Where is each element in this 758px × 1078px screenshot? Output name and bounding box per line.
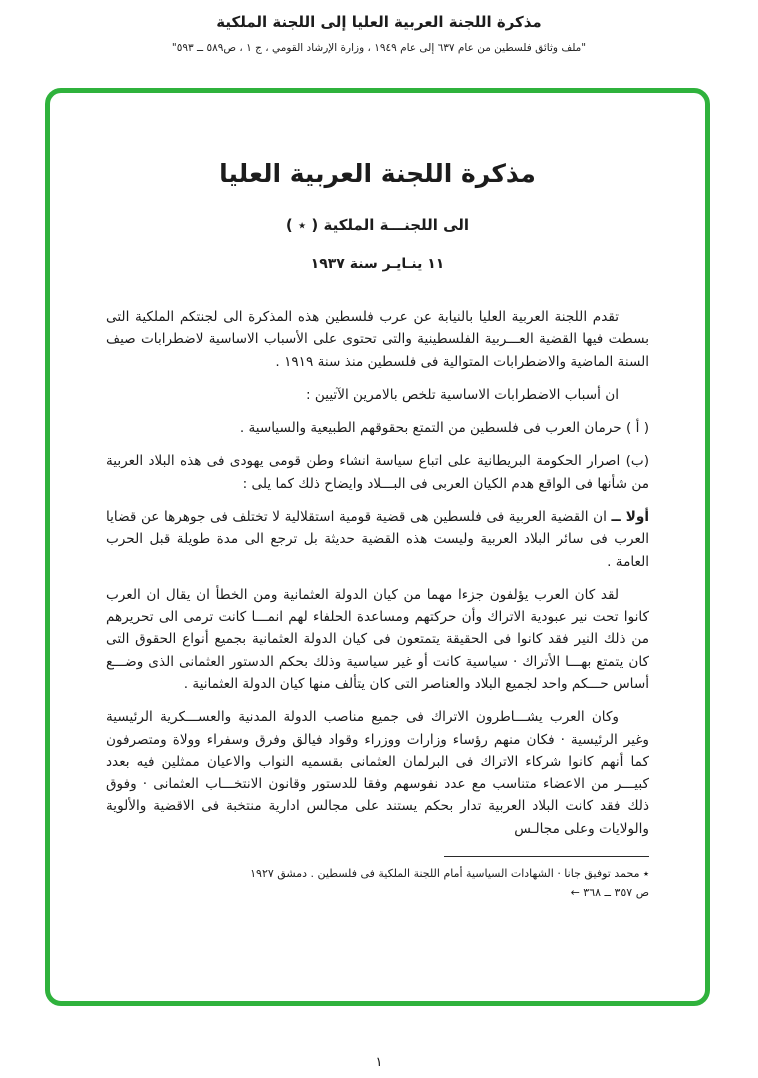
page-header xyxy=(0,0,758,54)
paragraph-ottoman-state: لقد كان العرب يؤلفون جزءا مهما من كيان الدولة العثمانية ومن الخطأ ان يقال ان العرب كانوا تحت نير عبودية الاتراك وأن حركتهم ومساعدة الحلفاء لهم انمـــا كانت ترمى الى تحريرهم من ذلك النير فقد كانوا فى الحقيقة يتمتعون فى كيان الدولة العثمانية بجميع أنواع الحقوق التى كان يتمتع بهـــا الأتراك · سياسية كانت أو غير سياسية وذلك بحكم الدستور العثمانى الذى وضـــع أساس حـــكم واحد لجميع البلاد والعناصر التى كان يتألف منها كيان الدولة العثمانية . xyxy=(106,586,649,692)
document-content xyxy=(50,93,705,902)
document-frame xyxy=(45,88,710,1006)
document-title: مذكرة اللجنة العربية العليا xyxy=(219,159,536,188)
paragraph-intro: تقدم اللجنة العربية العليا بالنيابة عن عرب فلسطين هذه المذكرة الى لجنتكم الملكية التى بسطت فيها القضية العـــربية الفلسطينية والتى تحتوى على الأسباب الاساسية لاضطرابات صيف السنة الماضية والاضطرابات المتوالية فى فلسطين منذ سنة ١٩١٩ . xyxy=(106,309,649,370)
footnote-line-2: ص ٣٥٧ ــ ٣٦٨ ← xyxy=(570,886,649,900)
footnote-divider xyxy=(444,856,649,857)
footnote-line-1 xyxy=(106,864,649,883)
page-header-title: مذكرة اللجنة العربية العليا إلى اللجنة الملكية xyxy=(216,13,542,31)
footnote xyxy=(106,856,649,903)
source-citation: "ملف وثائق فلسطين من عام ٦٣٧ إلى عام ١٩٤٩ ، وزارة الإرشاد القومي ، ج ١ ، ص٥٨٩ ــ ٥٩٣" xyxy=(171,42,587,54)
footnote-marker: ٭ xyxy=(643,866,649,880)
paragraph-arab-roles: وكان العرب يشـــاطرون الاتراك فى جميع مناصب الدولة المدنية والعســـكرية الرئيسية وغير الرئيسية · فكان منهم رؤساء وزارات ووزراء وقواد فيالق وفرق وسفراء وولاة ومتصرفون كما أنهم كانوا شركاء الاتراك فى البرلمان العثمانى بقسميه النواب والاعيان ممثلين فيه بعدد كبيـــر من الاعضاء متناسب مع عدد نفوسهم وفقا للدستور وقانون الانتخـــاب العثمانى · وفوق ذلك فقد كانت البلاد العربية تدار بحكم يستند على مجالس ادارية منتخبة فى الاقضية والألوية والولايات وعلى مجالـس xyxy=(106,709,649,837)
paragraph-first-point-text: ان القضية العربية فى فلسطين هى قضية قومية استقلالية لا تختلف فى جوهرها عن قضايا العرب فى سائر البلاد العربية وليست هذه القضية حديثة بل ترجع الى مدة طويلة قبل الحرب العامة . xyxy=(106,508,649,570)
page-number: ١ xyxy=(375,1055,383,1070)
paragraph-lead-word: أولا ــ xyxy=(611,508,649,525)
paragraph-first-point xyxy=(106,506,649,573)
paragraph-causes: ان أسباب الاضطرابات الاساسية تلخص بالامرين الآتيين : xyxy=(305,386,619,403)
document-body xyxy=(106,306,649,840)
document-date: ١١ ينـايـر سنة ١٩٣٧ xyxy=(310,256,445,272)
footnote-citation: محمد توفيق جانا · الشهادات السياسية أمام اللجنة الملكية فى فلسطين . دمشق ١٩٢٧ xyxy=(250,866,640,880)
paragraph-item-b: (ب) اصرار الحكومة البريطانية على اتباع سياسة انشاء وطن قومى يهودى فى هذه البلاد العربية من شأنها فى الواقع هدم الكيان العربى فى البـــلاد وايضاح ذلك كما يلى : xyxy=(106,453,649,492)
paragraph-item-a: ( أ ) حرمان العرب فى فلسطين من التمتع بحقوقهم الطبيعية والسياسية . xyxy=(239,420,649,437)
document-subtitle: الى اللجنـــة الملكية ( ٭ ) xyxy=(285,216,470,234)
